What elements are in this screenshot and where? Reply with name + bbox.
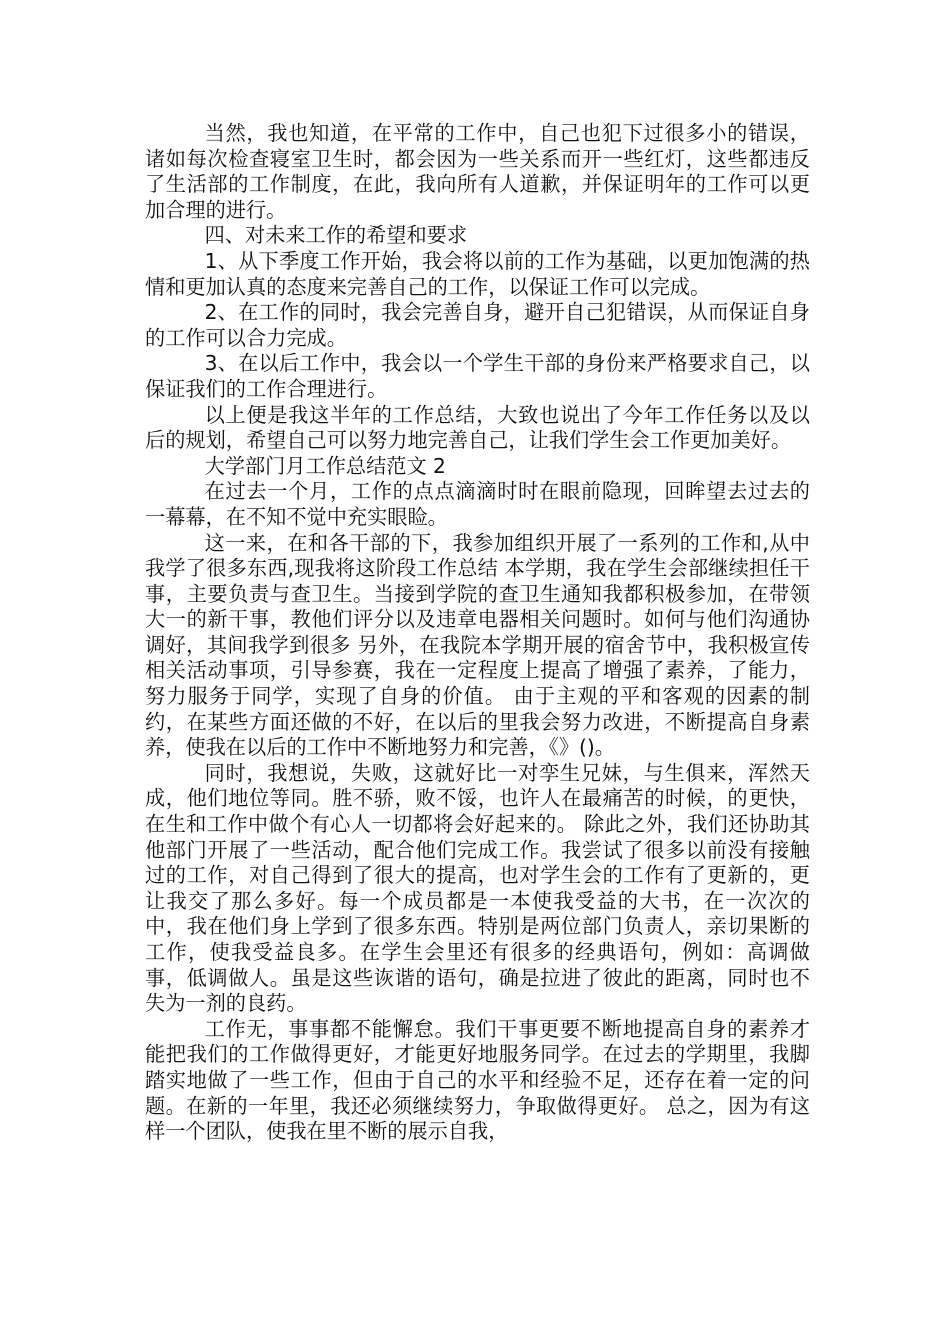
- document-body: [145, 121, 810, 1145]
- paragraph-item-3: 3、在以后工作中，我会以一个学生干部的身份来严格要求自己，以保证我们的工作合理进行。: [145, 351, 810, 401]
- paragraph-reflection: 同时，我想说，失败，这就好比一对孪生兄妹，与生俱来，浑然天成，他们地位等同。胜不骄，败不馁，也许人在最痛苦的时候，的更快，在生和工作中做个有心人一切都将会好起来的。 除此之外，我们还协助其他部门开展了一些活动，配合他们完成工作。我尝试了很多以前没有接触过的工作，对自己得到了很大的提高，也对学生会的工作有了更新的，更让我交了那么多好。每一个成员都是一本使我受益的大书，在一次次的中，我在他们身上学到了很多东西。特别是两位部门负责人，亲切果断的工作，使我受益良多。在学生会里还有很多的经典语句，例如：高调做事，低调做人。虽是这些诙谐的语句，确是拉进了彼此的距离，同时也不失为一剂的良药。: [145, 760, 810, 1016]
- paragraph-summary: 以上便是我这半年的工作总结，大致也说出了今年工作任务以及以后的规划，希望自己可以努力地完善自己，让我们学生会工作更加美好。: [145, 402, 810, 453]
- paragraph-conclusion: 工作无，事事都不能懈怠。我们干事更要不断地提高自身的素养才能把我们的工作做得更好，才能更好地服务同学。在过去的学期里，我脚踏实地做了一些工作，但由于自己的水平和经验不足，还存在着一定的问题。在新的一年里，我还必须继续努力，争取做得更好。 总之，因为有这样一个团队，使我在里不断的展示自我，: [145, 1016, 810, 1144]
- article-title-2: 大学部门月工作总结范文 2: [204, 453, 446, 478]
- paragraph-apology: 当然，我也知道，在平常的工作中，自己也犯下过很多小的错误，诸如每次检查寝室卫生时，都会因为一些关系而开一些红灯，这些都违反了生活部的工作制度，在此，我向所有人道歉，并保证明年的工作可以更加合理的进行。: [145, 121, 810, 222]
- paragraph-item-2: 2、在工作的同时，我会完善自身，避开自己犯错误，从而保证自身的工作可以合力完成。: [145, 300, 810, 350]
- section-heading-future-work: 四、对未来工作的希望和要求: [204, 223, 468, 248]
- paragraph-intro: 在过去一个月，工作的点点滴滴时时在眼前隐现，回眸望去过去的一幕幕，在不知不觉中充实眼睑。: [145, 479, 810, 529]
- paragraph-work-review: 这一来，在和各干部的下，我参加组织开展了一系列的工作和,从中我学了很多东西,现我将这阶段工作总结 本学期，我在学生会部继续担任干事，主要负责与查卫生。当接到学院的查卫生通知我都积极参加，在带领大一的新干事，教他们评分以及违章电器相关问题时。如何与他们沟通协调好，其间我学到很多 另外，在我院本学期开展的宿舍节中，我积极宣传相关活动事项，引导参赛，我在一定程度上提高了增强了素养，了能力，努力服务于同学，实现了自身的价值。 由于主观的平和客观的因素的制约，在某些方面还做的不好，在以后的里我会努力改进，不断提高自身素养，使我在以后的工作中不断地努力和完善，《》()。: [145, 530, 810, 760]
- paragraph-item-1: 1、从下季度工作开始，我会将以前的工作为基础，以更加饱满的热情和更加认真的态度来完善自己的工作，以保证工作可以完成。: [145, 248, 810, 299]
